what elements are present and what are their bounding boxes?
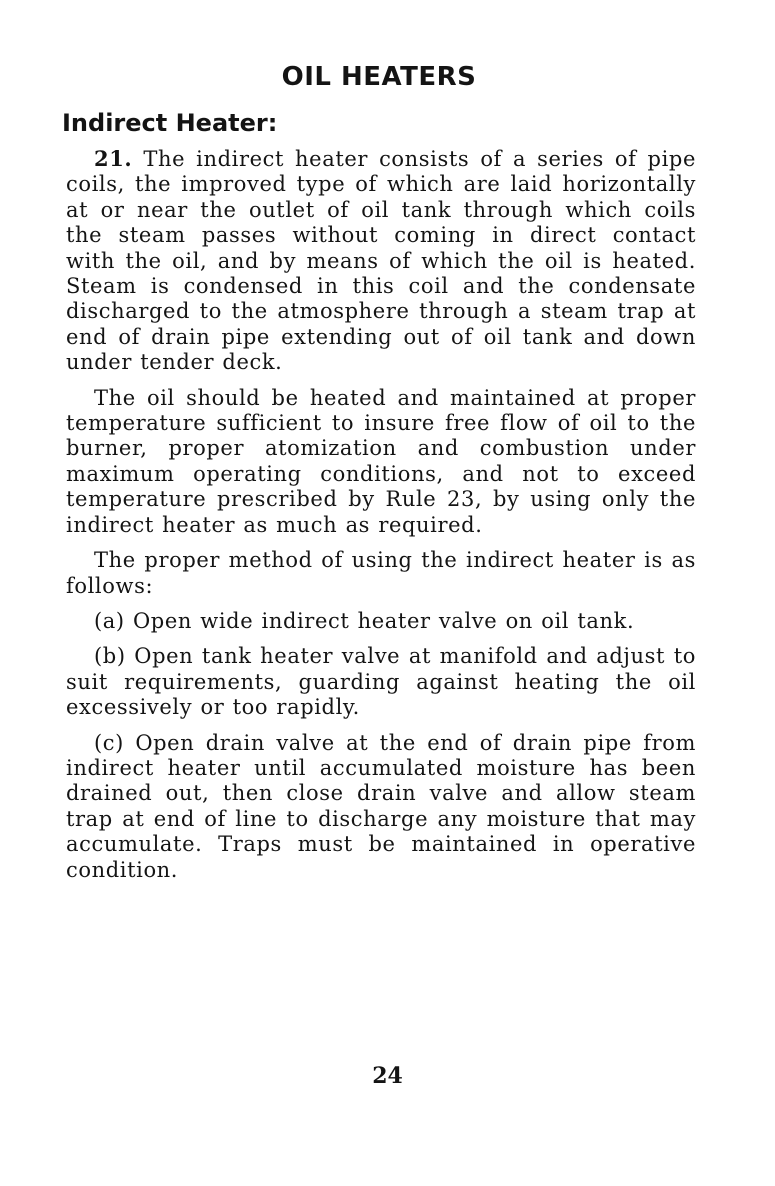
step-b: (b) Open tank heater valve at manifold and adjust to suit requirements, guarding against heating the oil excessively or too rapidly. (66, 644, 696, 720)
paragraph-method-intro: The proper method of using the indirect heater is as follows: (66, 548, 696, 598)
page-number: 24 (372, 1063, 403, 1089)
section-heading: Indirect Heater: (62, 109, 278, 137)
document-page (62, 60, 696, 893)
page-title: OIL HEATERS (281, 62, 477, 92)
step-a: (a) Open wide indirect heater valve on oil tank. (94, 608, 635, 633)
paragraph-text: The indirect heater consists of a series of pipe coils, the improved type of which are laid horizontally at or near the outlet of oil tank through which coils the steam passes without coming in direct contact with the oil, and by means of which the oil is heated. Steam is condensed in this coil and the condensate discharged to the atmosphere through a steam trap at end of drain pipe extending out of oil tank and down under tender deck. (66, 147, 696, 375)
rule-number: 21. (94, 146, 133, 171)
paragraph-rule-21 (66, 146, 696, 376)
step-c: (c) Open drain valve at the end of drain pipe from indirect heater until accumulated moisture has been drained out, then close drain valve and allow steam trap at end of line to discharge any moisture that may accumulate. Traps must be maintained in operative condition. (66, 730, 696, 882)
paragraph-temperature: The oil should be heated and maintained at proper temperature sufficient to insure free flow of oil to the burner, proper atomization and combustion under maximum operating conditions, and not to exceed temperature prescribed by Rule 23, by using only the indirect heater as much as required. (66, 385, 696, 537)
